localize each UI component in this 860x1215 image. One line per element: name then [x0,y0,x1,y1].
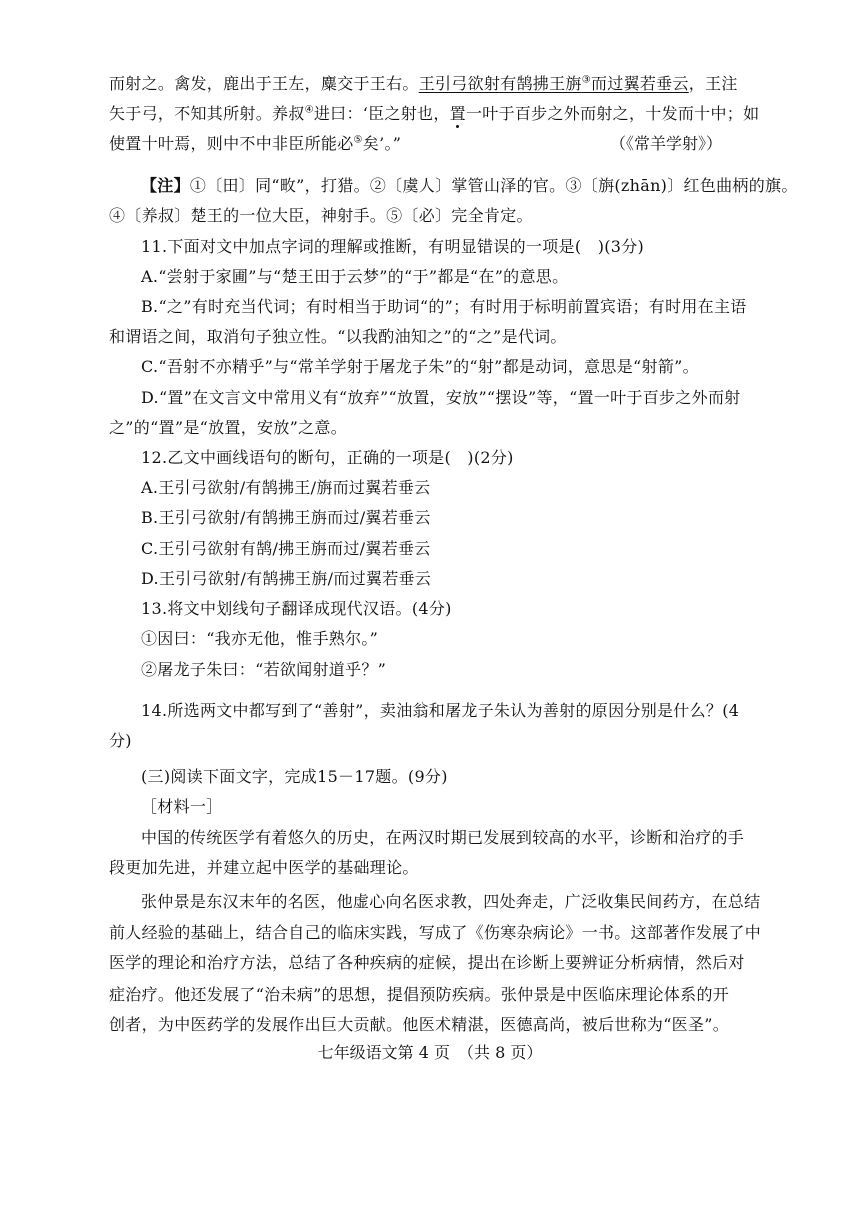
question-14-line-2: 分) [109,731,132,750]
material-1-paragraph-2-line-1: 张仲景是东汉末年的名医，他虚心向名医求教，四处奔走，广泛收集民间药方，在总结 [141,892,761,911]
passage-text: 进曰：‘臣之射也， [313,104,450,123]
passage-line-2 [109,103,759,125]
material-1-paragraph-1-line-1: 中国的传统医学有着悠久的历史，在两汉时期已发展到较高的水平，诊断和治疗的手 [141,828,745,847]
question-12-option-b: B.王引弓欲射/有鹄拂王旃而过/翼若垂云 [141,508,431,527]
material-1-paragraph-2-line-4: 症治疗。他还发展了“治未病”的思想，提倡预防疾病。张仲景是中医临床理论体系的开 [109,985,730,1004]
question-13-stem: 13.将文中划线句子翻译成现代汉语。(4分) [141,599,452,618]
passage-text: 矣’。” [362,134,402,153]
question-11-option-c: C.“吾射不亦精乎”与“常羊学射于屠龙子朱”的“射”都是动词，意思是“射箭”。 [141,357,699,376]
question-13-sentence-1: ①因曰：“我亦无他，惟手熟尔。” [141,629,379,648]
passage-text: 矢于弓，不知其所射。养叔 [109,104,305,123]
footnote-marker: ③ [581,74,591,86]
material-1-label: ［材料一］ [141,797,223,816]
dotted-character: 置 [449,104,466,123]
passage-line-1 [109,73,738,95]
question-11-option-b-line-2: 和谓语之间，取消句子独立性。“以我酌油知之”的“之”是代词。 [109,327,567,346]
passage-text: ，王注 [688,74,738,93]
question-12-option-d: D.王引弓欲射/有鹄拂王旃/而过翼若垂云 [141,569,432,588]
question-12-option-c: C.王引弓欲射有鹄/拂王旃而过/翼若垂云 [141,539,431,558]
question-11-stem: 11.下面对文中加点字词的理解或推断，有明显错误的一项是( )(3分) [141,237,645,256]
question-14-line-1: 14.所选两文中都写到了“善射”，卖油翁和屠龙子朱认为善射的原因分别是什么？(4 [141,701,740,720]
passage-source: （《常羊学射》） [610,134,723,153]
underlined-sentence-part-1: 王引弓欲射有鹄拂王旃③而过翼若垂云 [418,74,689,93]
passage-line-3 [109,133,401,155]
notes-line-1 [141,175,798,197]
passage-text: 一叶于百步之外而射之，十发而十中；如 [465,104,760,123]
question-12-stem: 12.乙文中画线语句的断句，正确的一项是( )(2分) [141,448,514,467]
material-1-paragraph-2-line-3: 医学的理论和治疗方法，总结了各种疾病的症候，提出在诊断上要辨证分析病情，然后对 [109,953,745,972]
page-footer: 七年级语文第 4 页 （共 8 页） [317,1043,543,1062]
footnote-marker: ⑤ [353,134,363,146]
footnote-marker: ④ [304,104,314,116]
material-1-paragraph-2-line-2: 前人经验的基础上，结合自己的临床实践，写成了《伤寒杂病论》一书。这部著作发展了中 [109,923,762,942]
notes-line-2: ④〔养叔〕楚王的一位大臣，神射手。⑤〔必〕完全肯定。 [109,206,533,225]
question-11-option-d-line-2: 之”的“置”是“放置，安放”之意。 [109,418,347,437]
question-11-option-a: A.“尝射于家圃”与“楚王田于云梦”的“于”都是“在”的意思。 [141,267,569,286]
question-12-option-a: A.王引弓欲射/有鹄拂王/旃而过翼若垂云 [141,478,431,497]
notes-label: 【注】 [141,176,190,195]
section-3-title: (三)阅读下面文字，完成15－17题。(9分) [141,767,448,786]
notes-text: ①〔田〕同“畋”，打猎。②〔虞人〕掌管山泽的官。③〔旃(zhān)〕红色曲柄的旗。 [189,176,798,195]
material-1-paragraph-2-line-5: 创者，为中医药学的发展作出巨大贡献。他医术精湛，医德高尚，被后世称为“医圣”。 [109,1015,730,1034]
question-13-sentence-2: ②屠龙子朱曰：“若欲闻射道乎？” [141,660,387,679]
question-11-option-b-line-1: B.“之”有时充当代词；有时相当于助词“的”；有时用于标明前置宾语；有时用在主语 [141,297,747,316]
question-11-option-d-line-1: D.“置”在文言文中常用义有“放弃”“放置，安放”“摆设”等，“置一叶于百步之外而射 [141,388,741,407]
passage-text: 使置十叶焉，则中不中非臣所能必 [109,134,354,153]
material-1-paragraph-1-line-2: 段更加先进，并建立起中医学的基础理论。 [109,858,419,877]
passage-text: 而射之。禽发，鹿出于王左，麋交于王右。 [109,74,419,93]
